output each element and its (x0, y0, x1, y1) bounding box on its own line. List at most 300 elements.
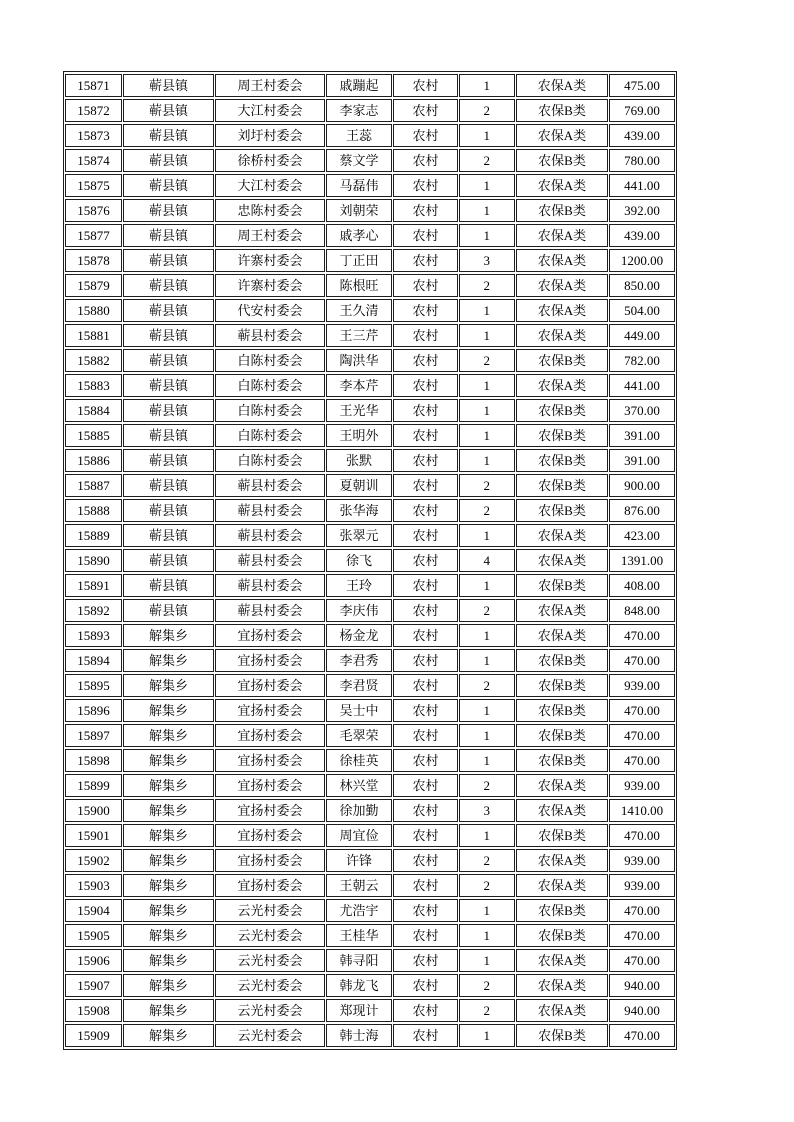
cell-insurance-category: 农保A类 (516, 974, 608, 997)
cell-village-committee: 宜扬村委会 (215, 699, 325, 722)
cell-amount: 769.00 (609, 99, 675, 122)
cell-town: 蕲县镇 (123, 324, 214, 347)
cell-person-name: 李本芹 (326, 374, 392, 397)
cell-person-count: 1 (459, 899, 515, 922)
cell-serial-number: 15904 (65, 899, 122, 922)
cell-residence-type: 农村 (393, 949, 458, 972)
cell-serial-number: 15871 (65, 74, 122, 97)
cell-serial-number: 15891 (65, 574, 122, 597)
cell-village-committee: 蕲县村委会 (215, 474, 325, 497)
cell-person-name: 杨金龙 (326, 624, 392, 647)
cell-village-committee: 宜扬村委会 (215, 824, 325, 847)
table-row (65, 124, 675, 147)
cell-person-name: 许锋 (326, 849, 392, 872)
cell-residence-type: 农村 (393, 649, 458, 672)
cell-person-count: 4 (459, 549, 515, 572)
cell-person-count: 1 (459, 449, 515, 472)
cell-person-name: 张华海 (326, 499, 392, 522)
cell-residence-type: 农村 (393, 449, 458, 472)
cell-serial-number: 15882 (65, 349, 122, 372)
cell-insurance-category: 农保A类 (516, 224, 608, 247)
cell-amount: 782.00 (609, 349, 675, 372)
cell-person-name: 戚孝心 (326, 224, 392, 247)
cell-serial-number: 15887 (65, 474, 122, 497)
cell-serial-number: 15889 (65, 524, 122, 547)
cell-residence-type: 农村 (393, 74, 458, 97)
cell-person-count: 1 (459, 74, 515, 97)
cell-village-committee: 宜扬村委会 (215, 774, 325, 797)
cell-insurance-category: 农保B类 (516, 724, 608, 747)
cell-insurance-category: 农保B类 (516, 749, 608, 772)
cell-insurance-category: 农保B类 (516, 149, 608, 172)
cell-person-count: 1 (459, 649, 515, 672)
cell-village-committee: 白陈村委会 (215, 449, 325, 472)
cell-person-name: 李君秀 (326, 649, 392, 672)
cell-residence-type: 农村 (393, 774, 458, 797)
cell-residence-type: 农村 (393, 199, 458, 222)
cell-village-committee: 宜扬村委会 (215, 674, 325, 697)
cell-town: 蕲县镇 (123, 599, 214, 622)
cell-person-name: 韩士海 (326, 1024, 392, 1047)
cell-person-name: 蔡文学 (326, 149, 392, 172)
cell-amount: 370.00 (609, 399, 675, 422)
cell-person-count: 2 (459, 99, 515, 122)
cell-insurance-category: 农保B类 (516, 699, 608, 722)
cell-person-count: 1 (459, 424, 515, 447)
cell-serial-number: 15907 (65, 974, 122, 997)
cell-insurance-category: 农保A类 (516, 249, 608, 272)
cell-serial-number: 15875 (65, 174, 122, 197)
cell-insurance-category: 农保A类 (516, 624, 608, 647)
cell-amount: 408.00 (609, 574, 675, 597)
cell-person-name: 徐桂英 (326, 749, 392, 772)
cell-residence-type: 农村 (393, 699, 458, 722)
cell-serial-number: 15885 (65, 424, 122, 447)
cell-amount: 449.00 (609, 324, 675, 347)
cell-person-name: 陈根旺 (326, 274, 392, 297)
cell-serial-number: 15892 (65, 599, 122, 622)
cell-serial-number: 15886 (65, 449, 122, 472)
cell-person-count: 2 (459, 499, 515, 522)
cell-insurance-category: 农保A类 (516, 274, 608, 297)
cell-person-name: 徐加勤 (326, 799, 392, 822)
cell-person-name: 韩寻阳 (326, 949, 392, 972)
cell-amount: 439.00 (609, 224, 675, 247)
cell-insurance-category: 农保B类 (516, 574, 608, 597)
cell-serial-number: 15874 (65, 149, 122, 172)
cell-insurance-category: 农保A类 (516, 549, 608, 572)
cell-residence-type: 农村 (393, 974, 458, 997)
cell-serial-number: 15873 (65, 124, 122, 147)
cell-serial-number: 15888 (65, 499, 122, 522)
cell-insurance-category: 农保A类 (516, 524, 608, 547)
table-row (65, 699, 675, 722)
cell-serial-number: 15897 (65, 724, 122, 747)
cell-town: 蕲县镇 (123, 124, 214, 147)
cell-insurance-category: 农保A类 (516, 799, 608, 822)
cell-village-committee: 徐桥村委会 (215, 149, 325, 172)
table-row (65, 374, 675, 397)
cell-village-committee: 蕲县村委会 (215, 324, 325, 347)
cell-person-name: 王三芹 (326, 324, 392, 347)
cell-town: 解集乡 (123, 924, 214, 947)
cell-town: 解集乡 (123, 624, 214, 647)
cell-person-count: 1 (459, 524, 515, 547)
cell-village-committee: 云光村委会 (215, 949, 325, 972)
cell-amount: 470.00 (609, 649, 675, 672)
cell-person-name: 张翠元 (326, 524, 392, 547)
cell-person-name: 尤浩宇 (326, 899, 392, 922)
cell-person-name: 王明外 (326, 424, 392, 447)
cell-amount: 939.00 (609, 849, 675, 872)
cell-residence-type: 农村 (393, 999, 458, 1022)
cell-amount: 470.00 (609, 699, 675, 722)
cell-person-count: 1 (459, 299, 515, 322)
cell-village-committee: 蕲县村委会 (215, 499, 325, 522)
cell-amount: 475.00 (609, 74, 675, 97)
table-row (65, 999, 675, 1022)
cell-person-count: 1 (459, 374, 515, 397)
cell-residence-type: 农村 (393, 874, 458, 897)
cell-residence-type: 农村 (393, 124, 458, 147)
cell-village-committee: 周王村委会 (215, 224, 325, 247)
table-row (65, 449, 675, 472)
cell-insurance-category: 农保B类 (516, 99, 608, 122)
cell-village-committee: 白陈村委会 (215, 374, 325, 397)
cell-residence-type: 农村 (393, 224, 458, 247)
cell-person-count: 2 (459, 674, 515, 697)
cell-residence-type: 农村 (393, 499, 458, 522)
cell-person-name: 王久清 (326, 299, 392, 322)
cell-serial-number: 15905 (65, 924, 122, 947)
cell-town: 解集乡 (123, 799, 214, 822)
cell-person-name: 马磊伟 (326, 174, 392, 197)
cell-residence-type: 农村 (393, 524, 458, 547)
cell-town: 蕲县镇 (123, 349, 214, 372)
cell-amount: 900.00 (609, 474, 675, 497)
table-row (65, 424, 675, 447)
cell-town: 蕲县镇 (123, 449, 214, 472)
cell-serial-number: 15880 (65, 299, 122, 322)
cell-person-count: 2 (459, 474, 515, 497)
cell-town: 蕲县镇 (123, 299, 214, 322)
cell-village-committee: 宜扬村委会 (215, 649, 325, 672)
cell-town: 蕲县镇 (123, 74, 214, 97)
table-row (65, 974, 675, 997)
cell-insurance-category: 农保B类 (516, 349, 608, 372)
cell-amount: 1391.00 (609, 549, 675, 572)
cell-person-count: 1 (459, 324, 515, 347)
table-row (65, 849, 675, 872)
cell-serial-number: 15894 (65, 649, 122, 672)
cell-residence-type: 农村 (393, 374, 458, 397)
table-row (65, 724, 675, 747)
cell-insurance-category: 农保B类 (516, 1024, 608, 1047)
cell-person-count: 2 (459, 274, 515, 297)
cell-village-committee: 宜扬村委会 (215, 624, 325, 647)
cell-person-count: 3 (459, 799, 515, 822)
cell-village-committee: 蕲县村委会 (215, 549, 325, 572)
table-row (65, 474, 675, 497)
cell-person-name: 丁正田 (326, 249, 392, 272)
table-row (65, 174, 675, 197)
cell-residence-type: 农村 (393, 399, 458, 422)
cell-town: 蕲县镇 (123, 474, 214, 497)
cell-insurance-category: 农保B类 (516, 499, 608, 522)
table-row (65, 324, 675, 347)
cell-village-committee: 白陈村委会 (215, 424, 325, 447)
table-row (65, 674, 675, 697)
table-row (65, 199, 675, 222)
cell-town: 解集乡 (123, 649, 214, 672)
cell-amount: 940.00 (609, 974, 675, 997)
cell-village-committee: 代安村委会 (215, 299, 325, 322)
cell-person-name: 陶洪华 (326, 349, 392, 372)
cell-town: 蕲县镇 (123, 499, 214, 522)
cell-village-committee: 云光村委会 (215, 924, 325, 947)
cell-village-committee: 许寨村委会 (215, 249, 325, 272)
cell-residence-type: 农村 (393, 849, 458, 872)
cell-amount: 939.00 (609, 674, 675, 697)
cell-person-count: 2 (459, 349, 515, 372)
cell-village-committee: 云光村委会 (215, 1024, 325, 1047)
cell-serial-number: 15896 (65, 699, 122, 722)
cell-person-name: 徐飞 (326, 549, 392, 572)
cell-amount: 780.00 (609, 149, 675, 172)
cell-serial-number: 15903 (65, 874, 122, 897)
cell-person-count: 2 (459, 599, 515, 622)
cell-town: 蕲县镇 (123, 249, 214, 272)
table-row (65, 1024, 675, 1047)
cell-person-count: 1 (459, 624, 515, 647)
cell-village-committee: 云光村委会 (215, 999, 325, 1022)
benefit-roster-table (63, 71, 677, 1050)
cell-serial-number: 15879 (65, 274, 122, 297)
cell-amount: 850.00 (609, 274, 675, 297)
cell-person-count: 2 (459, 974, 515, 997)
cell-serial-number: 15906 (65, 949, 122, 972)
cell-village-committee: 白陈村委会 (215, 399, 325, 422)
cell-residence-type: 农村 (393, 99, 458, 122)
cell-person-count: 1 (459, 924, 515, 947)
cell-person-name: 王蕊 (326, 124, 392, 147)
table-row (65, 399, 675, 422)
cell-town: 蕲县镇 (123, 174, 214, 197)
cell-village-committee: 忠陈村委会 (215, 199, 325, 222)
cell-serial-number: 15881 (65, 324, 122, 347)
cell-town: 蕲县镇 (123, 424, 214, 447)
cell-town: 解集乡 (123, 899, 214, 922)
cell-insurance-category: 农保B类 (516, 924, 608, 947)
cell-village-committee: 宜扬村委会 (215, 874, 325, 897)
cell-residence-type: 农村 (393, 624, 458, 647)
cell-town: 解集乡 (123, 724, 214, 747)
cell-insurance-category: 农保A类 (516, 174, 608, 197)
cell-person-count: 1 (459, 174, 515, 197)
cell-serial-number: 15883 (65, 374, 122, 397)
cell-person-count: 1 (459, 199, 515, 222)
cell-person-count: 1 (459, 574, 515, 597)
cell-residence-type: 农村 (393, 274, 458, 297)
cell-amount: 470.00 (609, 924, 675, 947)
cell-amount: 470.00 (609, 724, 675, 747)
cell-person-name: 吴士中 (326, 699, 392, 722)
cell-person-name: 戚蹦起 (326, 74, 392, 97)
cell-village-committee: 宜扬村委会 (215, 849, 325, 872)
cell-village-committee: 云光村委会 (215, 974, 325, 997)
cell-person-count: 1 (459, 824, 515, 847)
cell-residence-type: 农村 (393, 899, 458, 922)
cell-town: 蕲县镇 (123, 274, 214, 297)
cell-town: 蕲县镇 (123, 99, 214, 122)
cell-person-count: 1 (459, 124, 515, 147)
cell-person-name: 林兴堂 (326, 774, 392, 797)
cell-residence-type: 农村 (393, 174, 458, 197)
cell-residence-type: 农村 (393, 824, 458, 847)
cell-village-committee: 蕲县村委会 (215, 524, 325, 547)
table-row (65, 949, 675, 972)
cell-insurance-category: 农保A类 (516, 324, 608, 347)
cell-residence-type: 农村 (393, 549, 458, 572)
cell-town: 解集乡 (123, 874, 214, 897)
cell-amount: 391.00 (609, 449, 675, 472)
cell-town: 解集乡 (123, 974, 214, 997)
cell-village-committee: 宜扬村委会 (215, 724, 325, 747)
cell-residence-type: 农村 (393, 324, 458, 347)
cell-town: 蕲县镇 (123, 374, 214, 397)
cell-amount: 470.00 (609, 624, 675, 647)
cell-serial-number: 15909 (65, 1024, 122, 1047)
cell-person-name: 王玲 (326, 574, 392, 597)
table-body (65, 74, 675, 1047)
cell-amount: 939.00 (609, 774, 675, 797)
cell-amount: 470.00 (609, 949, 675, 972)
cell-insurance-category: 农保B类 (516, 674, 608, 697)
cell-person-name: 王光华 (326, 399, 392, 422)
cell-person-name: 刘朝荣 (326, 199, 392, 222)
cell-serial-number: 15893 (65, 624, 122, 647)
table-row (65, 624, 675, 647)
cell-person-name: 周宜俭 (326, 824, 392, 847)
cell-insurance-category: 农保A类 (516, 124, 608, 147)
cell-residence-type: 农村 (393, 574, 458, 597)
cell-person-count: 2 (459, 849, 515, 872)
table-row (65, 574, 675, 597)
cell-town: 解集乡 (123, 999, 214, 1022)
cell-amount: 441.00 (609, 374, 675, 397)
cell-person-name: 王桂华 (326, 924, 392, 947)
cell-village-committee: 白陈村委会 (215, 349, 325, 372)
cell-town: 解集乡 (123, 824, 214, 847)
cell-village-committee: 许寨村委会 (215, 274, 325, 297)
cell-residence-type: 农村 (393, 924, 458, 947)
cell-person-count: 2 (459, 999, 515, 1022)
cell-residence-type: 农村 (393, 474, 458, 497)
cell-person-name: 张默 (326, 449, 392, 472)
cell-town: 解集乡 (123, 774, 214, 797)
cell-residence-type: 农村 (393, 349, 458, 372)
cell-town: 蕲县镇 (123, 574, 214, 597)
cell-amount: 1410.00 (609, 799, 675, 822)
cell-village-committee: 蕲县村委会 (215, 599, 325, 622)
cell-serial-number: 15899 (65, 774, 122, 797)
cell-person-count: 1 (459, 399, 515, 422)
cell-person-count: 1 (459, 1024, 515, 1047)
table-row (65, 874, 675, 897)
cell-amount: 470.00 (609, 824, 675, 847)
table-row (65, 649, 675, 672)
cell-town: 解集乡 (123, 949, 214, 972)
cell-town: 解集乡 (123, 749, 214, 772)
cell-person-name: 王朝云 (326, 874, 392, 897)
cell-insurance-category: 农保A类 (516, 949, 608, 972)
cell-amount: 940.00 (609, 999, 675, 1022)
table-row (65, 99, 675, 122)
cell-insurance-category: 农保A类 (516, 599, 608, 622)
cell-village-committee: 云光村委会 (215, 899, 325, 922)
cell-serial-number: 15900 (65, 799, 122, 822)
cell-residence-type: 农村 (393, 149, 458, 172)
cell-insurance-category: 农保A类 (516, 774, 608, 797)
cell-serial-number: 15872 (65, 99, 122, 122)
cell-amount: 470.00 (609, 899, 675, 922)
table-row (65, 149, 675, 172)
table-row (65, 249, 675, 272)
cell-residence-type: 农村 (393, 674, 458, 697)
cell-amount: 1200.00 (609, 249, 675, 272)
cell-residence-type: 农村 (393, 799, 458, 822)
cell-insurance-category: 农保A类 (516, 374, 608, 397)
cell-residence-type: 农村 (393, 749, 458, 772)
cell-insurance-category: 农保A类 (516, 849, 608, 872)
cell-village-committee: 宜扬村委会 (215, 799, 325, 822)
cell-serial-number: 15884 (65, 399, 122, 422)
cell-amount: 504.00 (609, 299, 675, 322)
table-row (65, 799, 675, 822)
cell-town: 解集乡 (123, 699, 214, 722)
cell-insurance-category: 农保A类 (516, 299, 608, 322)
cell-serial-number: 15895 (65, 674, 122, 697)
cell-insurance-category: 农保A类 (516, 874, 608, 897)
cell-town: 解集乡 (123, 1024, 214, 1047)
cell-person-count: 1 (459, 749, 515, 772)
cell-amount: 848.00 (609, 599, 675, 622)
cell-insurance-category: 农保A类 (516, 999, 608, 1022)
cell-person-name: 韩龙飞 (326, 974, 392, 997)
table-row (65, 549, 675, 572)
cell-amount: 423.00 (609, 524, 675, 547)
cell-serial-number: 15902 (65, 849, 122, 872)
cell-person-count: 2 (459, 149, 515, 172)
cell-residence-type: 农村 (393, 299, 458, 322)
cell-insurance-category: 农保B类 (516, 199, 608, 222)
cell-amount: 470.00 (609, 749, 675, 772)
table-row (65, 749, 675, 772)
table-row (65, 499, 675, 522)
cell-village-committee: 大江村委会 (215, 99, 325, 122)
cell-person-count: 1 (459, 724, 515, 747)
table-row (65, 524, 675, 547)
cell-serial-number: 15908 (65, 999, 122, 1022)
table-row (65, 899, 675, 922)
cell-person-name: 郑现计 (326, 999, 392, 1022)
table-row (65, 74, 675, 97)
cell-person-name: 李庆伟 (326, 599, 392, 622)
cell-serial-number: 15890 (65, 549, 122, 572)
cell-insurance-category: 农保B类 (516, 399, 608, 422)
cell-serial-number: 15876 (65, 199, 122, 222)
cell-residence-type: 农村 (393, 724, 458, 747)
